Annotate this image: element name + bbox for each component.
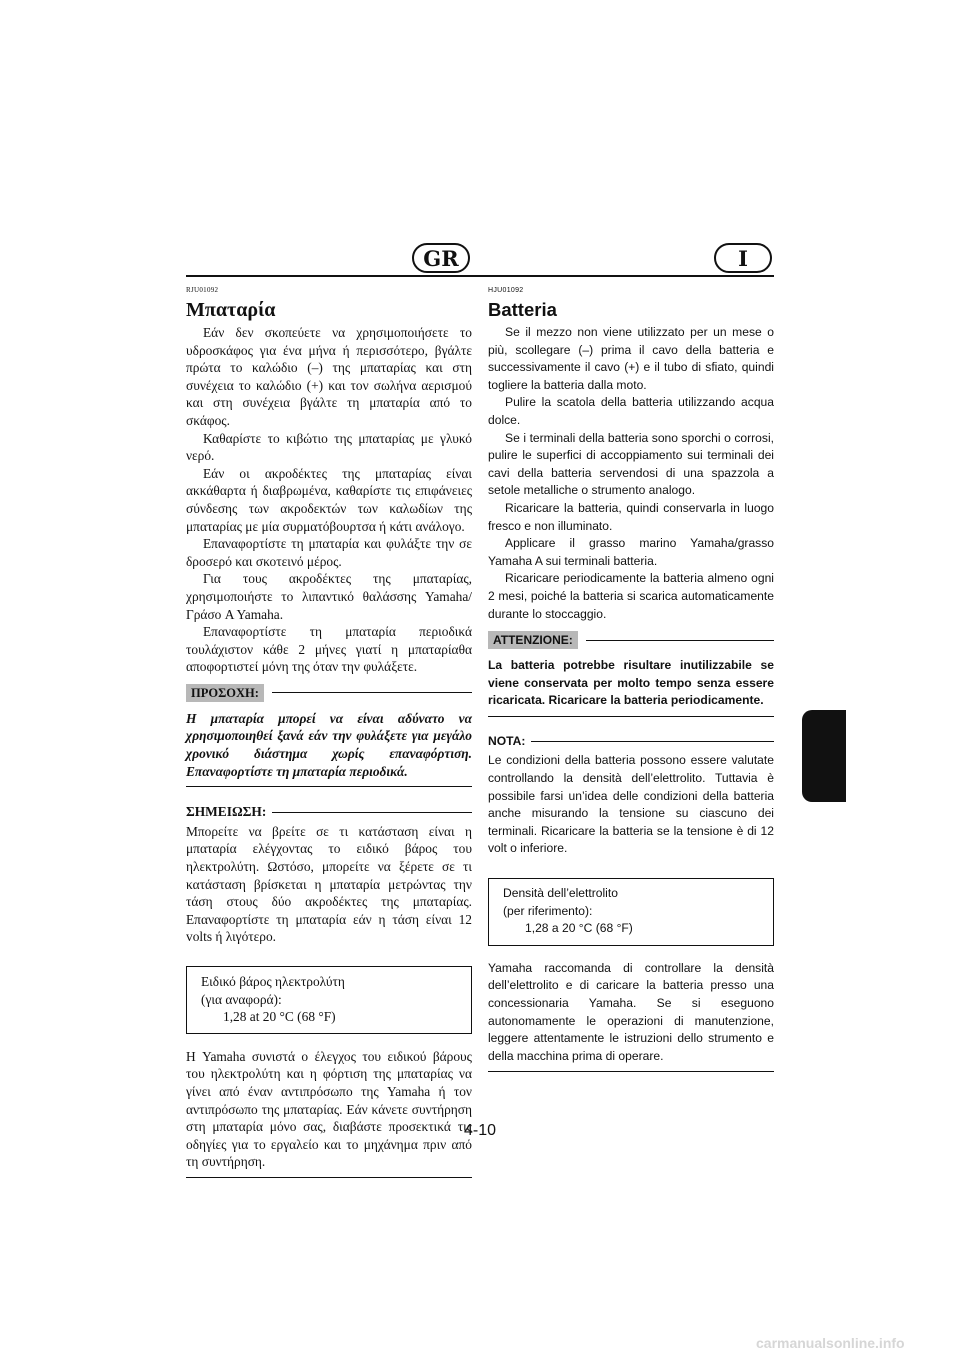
paragraph: Applicare il grasso marino Yamaha/grasso Yamaha A sui terminali batteria. xyxy=(488,536,774,568)
specific-gravity-box xyxy=(488,878,774,946)
note-rule xyxy=(531,741,774,742)
box-line: (per riferimento): xyxy=(503,903,593,918)
page-number: 4-10 xyxy=(463,1122,497,1139)
caution-rule xyxy=(586,640,774,641)
paragraph: Pulire la scatola della batteria utilizzando acqua dolce. xyxy=(488,395,774,427)
box-value: 1,28 at 20 °C (68 °F) xyxy=(223,1009,336,1025)
caution-text: La batteria potrebbe risultare inutilizzabile se viene conservata per molto tempo senza essere ricaricata. Ricaricare la batteria periodicamente. xyxy=(488,657,774,717)
section-code: HJU01092 xyxy=(488,287,524,294)
paragraph: Se il mezzo non viene utilizzato per un mese o più, scollegare (–) prima il cavo della batteria e successivamente il cavo (+) e il tubo di sfiato, quindi togliere la batteria dalla moto. xyxy=(488,325,774,392)
section-title: Batteria xyxy=(488,299,557,320)
greek-column xyxy=(186,286,472,1178)
box-line: (για αναφορά): xyxy=(201,991,282,1007)
caution-rule xyxy=(272,692,472,693)
caution-header xyxy=(186,684,472,702)
box-line: Densità dell’elettrolito xyxy=(503,886,618,901)
paragraph: Ricaricare la batteria, quindi conservarla in luogo fresco e non illuminato. xyxy=(488,500,774,533)
end-rule xyxy=(488,1071,774,1072)
section-code: RJU01092 xyxy=(186,286,219,294)
note-label: NOTA: xyxy=(488,733,526,748)
closing-paragraph: Η Yamaha συνιστά ο έλεγχος του ειδικού βάρους του ηλεκτρολύτη και η φόρτιση της μπαταρίας να γίνει από έναν αντιπρόσωπο της Yamaha ή τον αντιπρόσωπο της μπαταρίας. Εάν κάνετε συντήρηση στη μπαταρία μόνο σας, διαβάστε προσεκτικά τις οδηγίες για το εργαλείο και το μηχάνημα πριν από τη συντήρηση. xyxy=(186,1048,472,1170)
box-value: 1,28 a 20 °C (68 °F) xyxy=(525,921,633,936)
language-badge-greek: GR xyxy=(412,243,470,273)
note-header xyxy=(186,803,472,821)
note-rule xyxy=(272,812,472,813)
caution-text: Η μπαταρία μπορεί να είναι αδύνατο να χρησιμοποιηθεί ξανά εάν την φυλάξετε για μεγάλο χρονικό διάστημα χωρίς επαναφόρτιση. Επαναφορτίστε τη μπαταρία περιοδικά. xyxy=(186,710,472,787)
watermark: carmanualsonline.info xyxy=(756,1335,905,1351)
paragraph: Εάν δεν σκοπεύετε να χρησιμοποιήσετε το υδροσκάφος για ένα μήνα ή περισσότερο, βγάλτε πρώτα το καλώδιο (–) της μπαταρίας και στη συνέχεια το καλώδιο (+) και τον σωλήνα αερισμού και στη συνέχεια βγάλτε τη μπαταρία από το σκάφος. xyxy=(186,325,472,428)
paragraph: Για τους ακροδέκτες της μπαταρίας, χρησιμοποιήστε το λιπαντικό θαλάσσης Yamaha/Γράσο A Yamaha. xyxy=(186,571,472,622)
box-line: Ειδικό βάρος ηλεκτρολύτη xyxy=(201,974,345,989)
italian-column xyxy=(488,286,774,1072)
note-header xyxy=(488,733,774,751)
paragraph: Καθαρίστε το κιβώτιο της μπαταρίας με γλυκό νερό. xyxy=(186,430,472,464)
paragraph: Se i terminali della batteria sono sporchi o corrosi, pulire le superfici di accoppiamento sui terminali dei cavi della batteria servendosi di una spazzola a setole metalliche o strumento analogo. xyxy=(488,430,774,498)
note-text: Μπορείτε να βρείτε σε τι κατάσταση είναι η μπαταρία ελέγχοντας το ειδικό βάρος του ηλεκτρολύτη. Ωστόσο, μπορείτε να ξέρετε σε τι κατάσταση βρίσκεται η μπαταρία μετρώντας την τάση στους δύο ακροδέκτες της μπαταρίας. Επαναφορτίστε τη μπαταρία εάν η τάση είναι 12 volts ή λιγότερο. xyxy=(186,823,472,945)
paragraph: Εάν οι ακροδέκτες της μπαταρίας είναι ακκάθαρτα ή διαβρωμένα, καθαρίστε τις επιφάνειες σύνδεσης των ακροδεκτών των καλωδίων της μπαταρίας με μία συρματόβουρτσα ή κάτι ανάλογο. xyxy=(186,465,472,534)
note-label: ΣΗΜΕΙΩΣΗ: xyxy=(186,804,267,820)
paragraph: Επαναφορτίστε τη μπαταρία περιοδικά τουλάχιστον κάθε 2 μήνες γιατί η μπαταρίαθα αποφορτιστεί μόνη της όταν την φυλάξετε. xyxy=(186,624,472,675)
specific-gravity-box xyxy=(186,966,472,1034)
caution-label: ATTENZIONE: xyxy=(488,631,578,649)
end-rule xyxy=(186,1177,472,1178)
section-thumb-tab xyxy=(802,710,846,802)
paragraph: Επαναφορτίστε τη μπαταρία και φυλάξτε την σε δροσερό και σκοτεινό μέρος. xyxy=(186,536,472,569)
closing-paragraph: Yamaha raccomanda di controllare la densità dell’elettrolito e di caricare la batteria presso una concessionaria Yamaha. Se si eseguono autonomamente le operazioni di manutenzione, leggere attentamente le istruzioni dello strumento e della macchina prima di operare. xyxy=(488,960,774,1063)
paragraph: Ricaricare periodicamente la batteria almeno ogni 2 mesi, poiché la batteria si scarica automaticamente durante lo stoccaggio. xyxy=(488,571,774,621)
caution-label: ΠΡΟΣΟΧΗ: xyxy=(186,684,264,702)
language-badge-italian: I xyxy=(714,243,772,273)
note-text: Le condizioni della batteria possono essere valutate controllando la densità dell’elettrolito. Tuttavia è possibile farsi un’idea delle condizioni della batteria anche misurando la tensione su ciascuno dei terminali. Ricaricare la batteria se la tensione è di 12 volt o inferiore. xyxy=(488,753,774,856)
section-title: Μπαταρία xyxy=(186,299,276,321)
caution-header xyxy=(488,631,774,649)
header-rule xyxy=(186,275,774,277)
